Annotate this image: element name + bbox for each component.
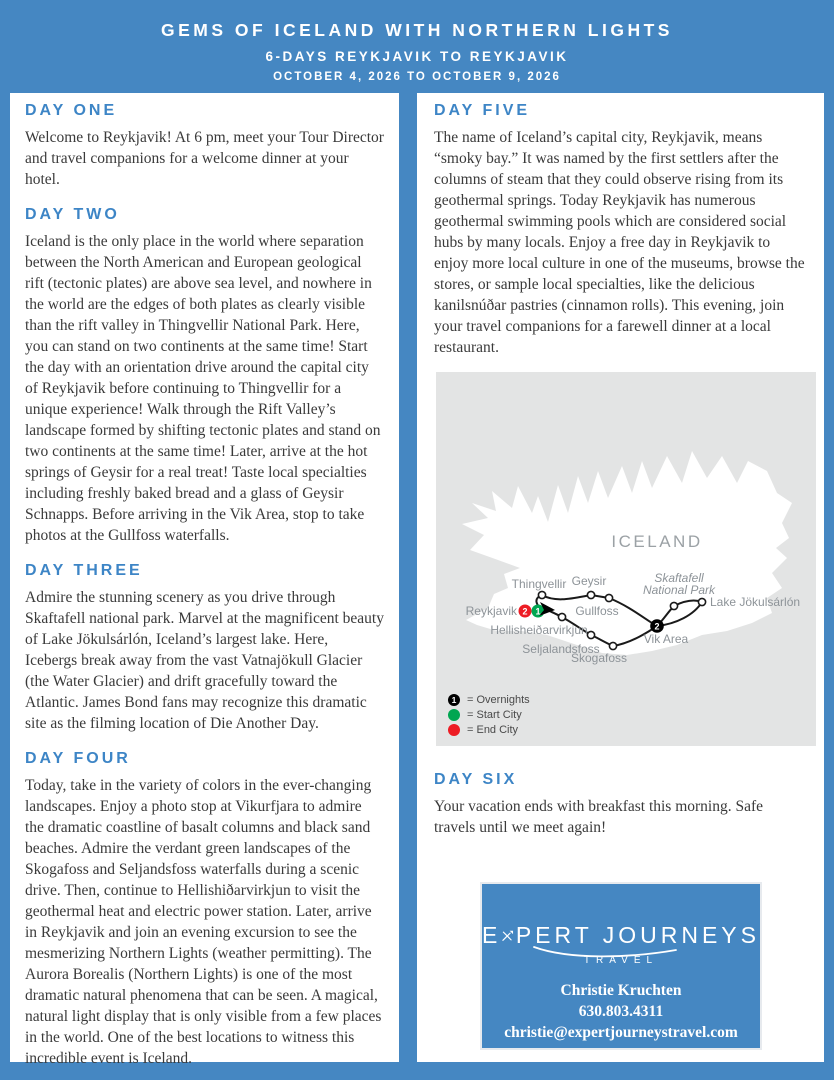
route-stop-thingvellir (538, 591, 545, 598)
agency-contact-card (480, 882, 762, 1050)
iceland-route-map (436, 372, 816, 746)
page-subtitle: 6-DAYS REYKJAVIK TO REYKJAVIK (265, 49, 569, 64)
day-four-heading: DAY FOUR (25, 750, 131, 767)
map-label-skaftafell-line2: National Park (642, 583, 716, 597)
start-city-marker-icon (448, 709, 460, 721)
start-city-badge-count: 1 (535, 606, 541, 617)
overnights-marker-icon: 1 (448, 694, 460, 706)
map-label-hellisheidarvirkjun: Hellisheiðarvirkjun (490, 623, 588, 637)
map-label-gullfoss: Gullfoss (575, 604, 619, 618)
route-stop-hellisheidarvirkjun (558, 613, 565, 620)
day-two-text: Iceland is the only place in the world where separation between the North American and European geological rift (tectonic plates) are above sea level, and nowhere in the world are the edges of both plates as clearly visible than the rift valley in Thingvellir National Park. Here, you can stand on two continents at the same time! Start the day with an orientation drive around the capital city of Reykjavik before continuing to Thingvellir for a unique experience! Walk through the Rift Valley’s landscape formed by shifting tectonic plates and stand on two continents at the same time! Later, arrive at the hot springs of Geysir for a real treat! Taste local specialties including freshly baked bread and a glass of Geysir Schnapps. Before arriving in the Vik Area, stop to take photos at the Gullfoss waterfalls. (25, 233, 381, 544)
plane-x-icon (501, 926, 514, 946)
logo-text-prefix: E (482, 922, 502, 948)
page-dates: OCTOBER 4, 2026 TO OCTOBER 9, 2026 (273, 71, 561, 83)
contact-email: christie@expertjourneystravel.com (504, 1024, 738, 1041)
map-label-reykjavik: Reykjavik (465, 604, 517, 618)
logo-swoosh-stroke (530, 944, 680, 960)
end-city-marker-icon (448, 724, 460, 736)
map-label-skaftafell-line1: Skaftafell (654, 571, 704, 585)
legend-end-city-label: = End City (467, 723, 519, 736)
route-stop-skogafoss (609, 642, 616, 649)
logo-text-suffix: PERT JOURNEYS (515, 922, 760, 948)
route-stop-gullfoss (605, 594, 612, 601)
left-column-panel (10, 93, 399, 1067)
map-label-country: ICELAND (611, 532, 703, 551)
day-six-text: Your vacation ends with breakfast this morning. Safe travels until we meet again! (434, 798, 764, 836)
map-label-geysir: Geysir (571, 574, 607, 588)
day-six-heading: DAY SIX (434, 771, 518, 788)
legend-row-start-city (448, 707, 530, 722)
day-three-heading: DAY THREE (25, 562, 143, 579)
day-one-text: Welcome to Reykjavik! At 6 pm, meet your Tour Director and travel companions for a welcome dinner at your hotel. (25, 129, 384, 188)
day-three-text: Admire the stunning scenery as you drive through Skaftafell national park. Marvel at the magnificent beauty of Lake Jökulsárlón, Iceland’s largest lake. Here, Icebergs break away from the vast Vatnajökull Glacier (the Water Glacier) and drift gracefully toward the Atlantic. James Bond fans may recognize this dramatic site as the filming location of Die Another Day. (25, 589, 384, 732)
iceland-map-svg (436, 372, 816, 746)
route-stop-seljalandsfoss (587, 631, 594, 638)
legend-row-end-city (448, 722, 530, 737)
legend-row-overnights (448, 692, 530, 707)
day-one-heading: DAY ONE (25, 102, 118, 119)
legend-start-city-label: = Start City (467, 708, 522, 721)
map-label-vik-area: Vik Area (643, 632, 689, 646)
map-label-skogafoss: Skogafoss (570, 651, 628, 665)
map-label-seljalandsfoss: Seljalandsfoss (522, 642, 600, 656)
legend-overnights-label: = Overnights (467, 693, 530, 706)
end-city-badge-count: 2 (522, 606, 528, 617)
day-five-heading: DAY FIVE (434, 102, 531, 119)
day-five-text: The name of Iceland’s capital city, Reykjavik, means “smoky bay.” It was named by the first settlers after the columns of steam that they could observe rising from its geothermal springs. Today Reykjavik has numerous geothermal swimming pools which are considered social hubs by many locals. Enjoy a free day in Reykjavik to enjoy more local culture in one of the museums, browse the stores, or sample local specialties, like the delicious kanilsnúðar pastries (cinnamon rolls). This evening, join your travel companions for a farewell dinner at a local restaurant. (434, 129, 805, 356)
vik-overnights-badge-count: 2 (654, 621, 660, 632)
contact-phone: 630.803.4311 (578, 1003, 664, 1020)
map-legend (448, 692, 530, 737)
route-stop-skaftafell (670, 602, 677, 609)
logo-travel-label: TRAVEL (583, 955, 659, 966)
page-header (0, 0, 834, 93)
page-title: GEMS OF ICELAND WITH NORTHERN LIGHTS (161, 20, 673, 40)
map-label-lake-jokulsarlon: Lake Jökulsárlón (710, 595, 801, 609)
contact-name: Christie Kruchten (560, 982, 682, 999)
route-stop-lake-jokulsarlon (698, 598, 705, 605)
map-label-thingvellir: Thingvellir (511, 577, 567, 591)
route-stop-geysir (587, 591, 594, 598)
right-column-panel (417, 93, 824, 1062)
day-two-heading: DAY TWO (25, 206, 120, 223)
day-four-text: Today, take in the variety of colors in the ever-changing landscapes. Enjoy a photo stop at Vikurfjara to admire the dramatic coastline of basalt columns and black sand beaches. Admire the verdant green landscapes of the Skogafoss and Seljandsfoss waterfalls during a scenic drive. Then, continue to Hellishiðarvirkjun to visit the geothermal heat and electric power station. Later, arrive in Reykjavik and join an evening excursion to see the mesmerizing Northern Lights (weather permitting). The Aurora Borealis (Northern Lights) is one of the most dramatic natural phenomena that can be seen. A magical, natural light display that is only visible from a few places in the world. One of the best locations to witness this incredible event is Iceland. (25, 777, 382, 1067)
